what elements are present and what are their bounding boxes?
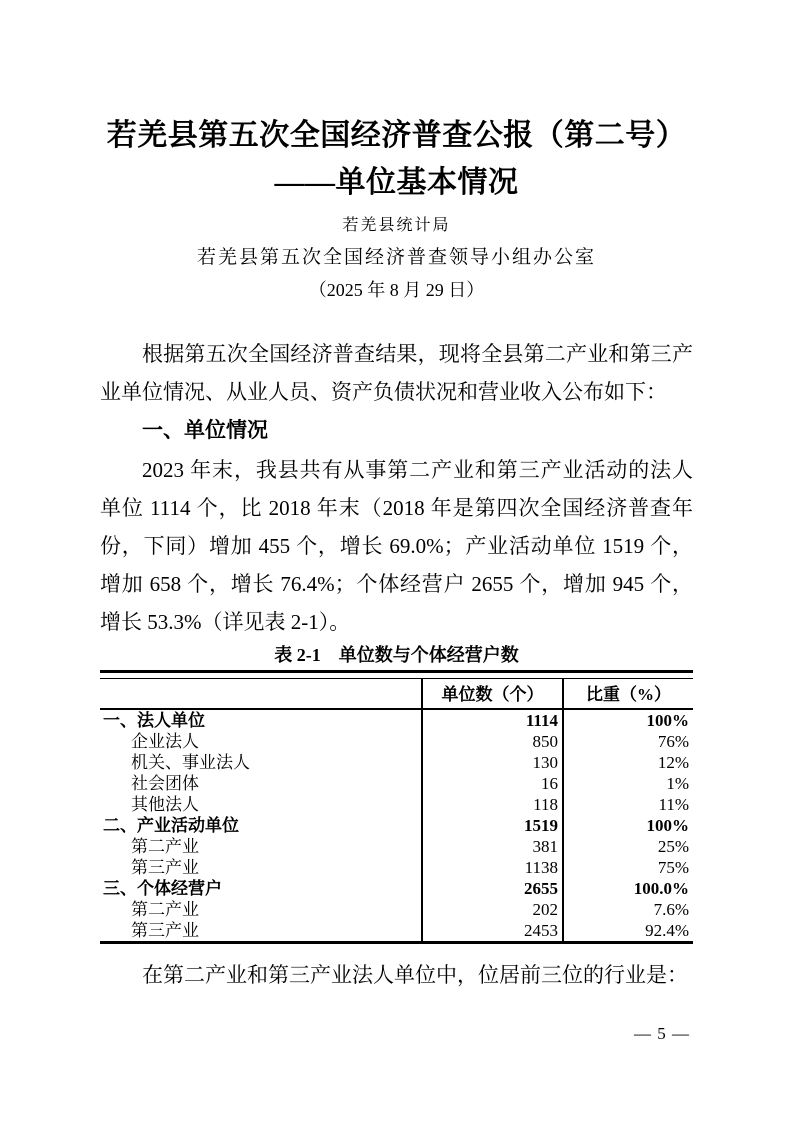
row-label: 一、法人单位 <box>103 711 205 730</box>
row-count: 2453 <box>422 920 563 943</box>
table-row <box>100 709 693 731</box>
row-share: 100.0% <box>563 878 693 899</box>
section-heading-units: 一、单位情况 <box>142 419 268 442</box>
row-share: 76% <box>563 731 693 752</box>
row-label: 第二产业 <box>131 837 199 856</box>
table-row <box>100 899 693 920</box>
header-cell-count: 单位数（个） <box>422 679 563 710</box>
row-label: 第二产业 <box>131 900 199 919</box>
table-row <box>100 920 693 943</box>
row-count: 1114 <box>422 709 563 731</box>
row-count: 2655 <box>422 878 563 899</box>
row-share: 12% <box>563 752 693 773</box>
header-cell-indicator <box>100 679 422 710</box>
row-count: 1138 <box>422 857 563 878</box>
date-line: （2025 年 8 月 29 日） <box>308 280 485 300</box>
units-table <box>100 678 693 944</box>
table-row <box>100 857 693 878</box>
table-header-row <box>100 679 693 710</box>
row-share: 1% <box>563 773 693 794</box>
row-share: 75% <box>563 857 693 878</box>
page-number: — 5 — <box>634 1024 690 1043</box>
row-share: 25% <box>563 836 693 857</box>
header-cell-share: 比重（%） <box>563 679 693 710</box>
row-share: 100% <box>563 709 693 731</box>
doc-title-line1: 若羌县第五次全国经济普查公报（第二号） <box>106 119 687 152</box>
row-count: 130 <box>422 752 563 773</box>
row-label: 企业法人 <box>131 732 199 751</box>
table-top-rule <box>100 670 693 673</box>
row-count: 850 <box>422 731 563 752</box>
table-title: 表 2-1 单位数与个体经营户数 <box>274 645 519 665</box>
doc-title-line2: ——单位基本情况 <box>274 166 519 199</box>
row-share: 92.4% <box>563 920 693 943</box>
closing-paragraph: 在第二产业和第三产业法人单位中，位居前三位的行业是： <box>142 963 688 987</box>
table-row <box>100 773 693 794</box>
byline-agency: 若羌县统计局 <box>342 217 451 234</box>
table-row <box>100 752 693 773</box>
row-count: 118 <box>422 794 563 815</box>
doc-title <box>100 112 693 206</box>
row-share: 100% <box>563 815 693 836</box>
row-label: 第三产业 <box>131 858 199 877</box>
row-count: 16 <box>422 773 563 794</box>
row-label: 机关、事业法人 <box>131 753 250 772</box>
table-row <box>100 878 693 899</box>
row-label: 二、产业活动单位 <box>103 816 239 835</box>
table-row <box>100 731 693 752</box>
paragraph-intro: 根据第五次全国经济普查结果，现将全县第二产业和第三产业单位情况、从业人员、资产负债状况和营业收入公布如下： <box>100 342 693 404</box>
row-label: 其他法人 <box>131 795 199 814</box>
row-share: 7.6% <box>563 899 693 920</box>
row-count: 1519 <box>422 815 563 836</box>
byline-office: 若羌县第五次全国经济普查领导小组办公室 <box>196 247 596 268</box>
table-row <box>100 794 693 815</box>
row-label: 第三产业 <box>131 921 199 940</box>
table-row <box>100 836 693 857</box>
row-label: 三、个体经营户 <box>103 879 222 898</box>
paragraph-unit-statistics: 2023 年末，我县共有从事第二产业和第三产业活动的法人单位 1114 个，比 2018 年末（2018 年是第四次全国经济普查年份，下同）增加 455 个，增长 69.0%；产业活动单位 1519 个，增加 658 个，增长 76.4%；个体经营户 2655 个，增加 945 个，增长 53.3%（详见表 2-1）。 <box>100 458 693 634</box>
table-row <box>100 815 693 836</box>
row-label: 社会团体 <box>131 774 199 793</box>
row-share: 11% <box>563 794 693 815</box>
row-count: 381 <box>422 836 563 857</box>
row-count: 202 <box>422 899 563 920</box>
